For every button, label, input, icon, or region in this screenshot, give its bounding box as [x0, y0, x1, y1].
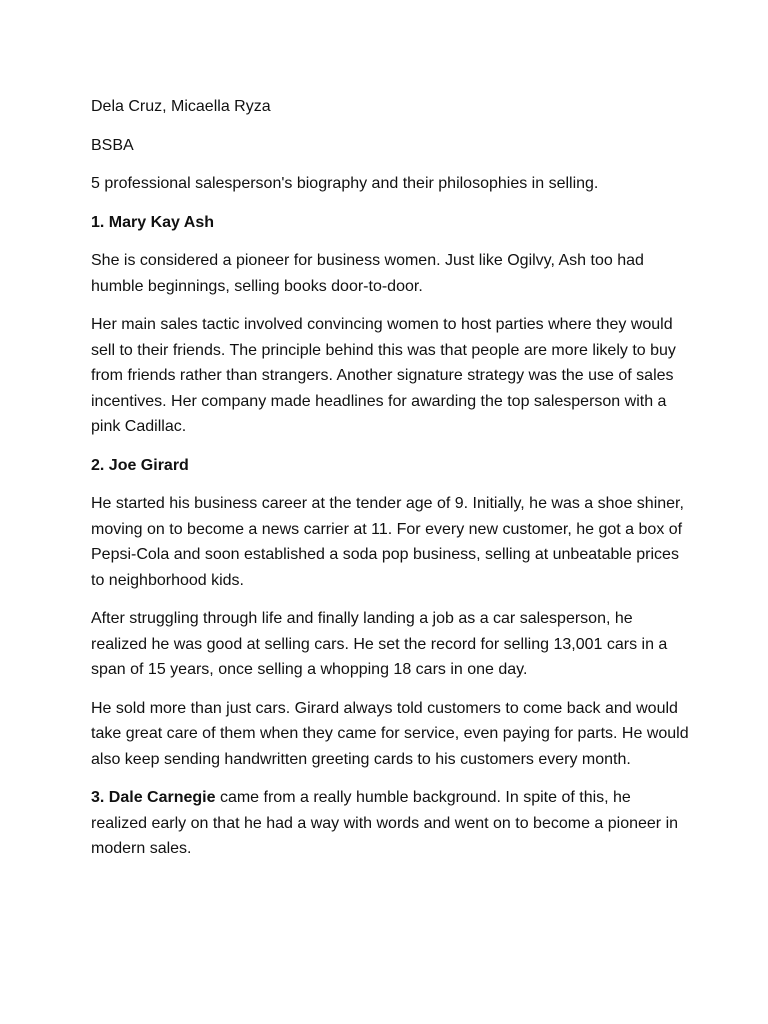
- section-heading-joe-girard: 2. Joe Girard: [91, 456, 189, 474]
- section-heading-mary-kay-ash: 1. Mary Kay Ash: [91, 213, 215, 231]
- document-body: [91, 94, 691, 875]
- paragraph-joe-girard-3: He sold more than just cars. Girard always told customers to come back and would take great care of them when they came for service, even paying for parts. He would also keep sending handwritten greeting cards to his customers every month.: [91, 699, 689, 768]
- section-heading-dale-carnegie: 3. Dale Carnegie: [91, 789, 216, 806]
- paragraph-mary-kay-ash-2: Her main sales tactic involved convincing women to host parties where they would sell to their friends. The principle behind this was that people are more likely to buy from friends rather than strangers. Another signature strategy was the use of sales incentives. Her company made headlines for awarding the top salesperson with a pink Cadillac.: [91, 316, 676, 435]
- paragraph-dale-carnegie-text: came from a really humble background. In spite of this, he realized early on that he had a way with words and went on to become a pioneer in modern sales.: [91, 789, 679, 857]
- document-title: 5 professional salesperson's biography and their philosophies in selling.: [91, 175, 599, 192]
- program-name: BSBA: [91, 136, 134, 154]
- paragraph-dale-carnegie: [91, 785, 691, 862]
- author-name: Dela Cruz, Micaella Ryza: [91, 98, 271, 115]
- paragraph-mary-kay-ash-1: She is considered a pioneer for business women. Just like Ogilvy, Ash too had humble beginnings, selling books door-to-door.: [91, 252, 644, 295]
- paragraph-joe-girard-1: He started his business career at the tender age of 9. Initially, he was a shoe shiner, moving on to become a news carrier at 11. For every new customer, he got a box of Pepsi-Cola and soon established a soda pop business, selling at unbeatable prices to neighborhood kids.: [91, 495, 684, 589]
- paragraph-joe-girard-2: After struggling through life and finally landing a job as a car salesperson, he realized he was good at selling cars. He set the record for selling 13,001 cars in a span of 15 years, once selling a whopping 18 cars in one day.: [91, 610, 668, 678]
